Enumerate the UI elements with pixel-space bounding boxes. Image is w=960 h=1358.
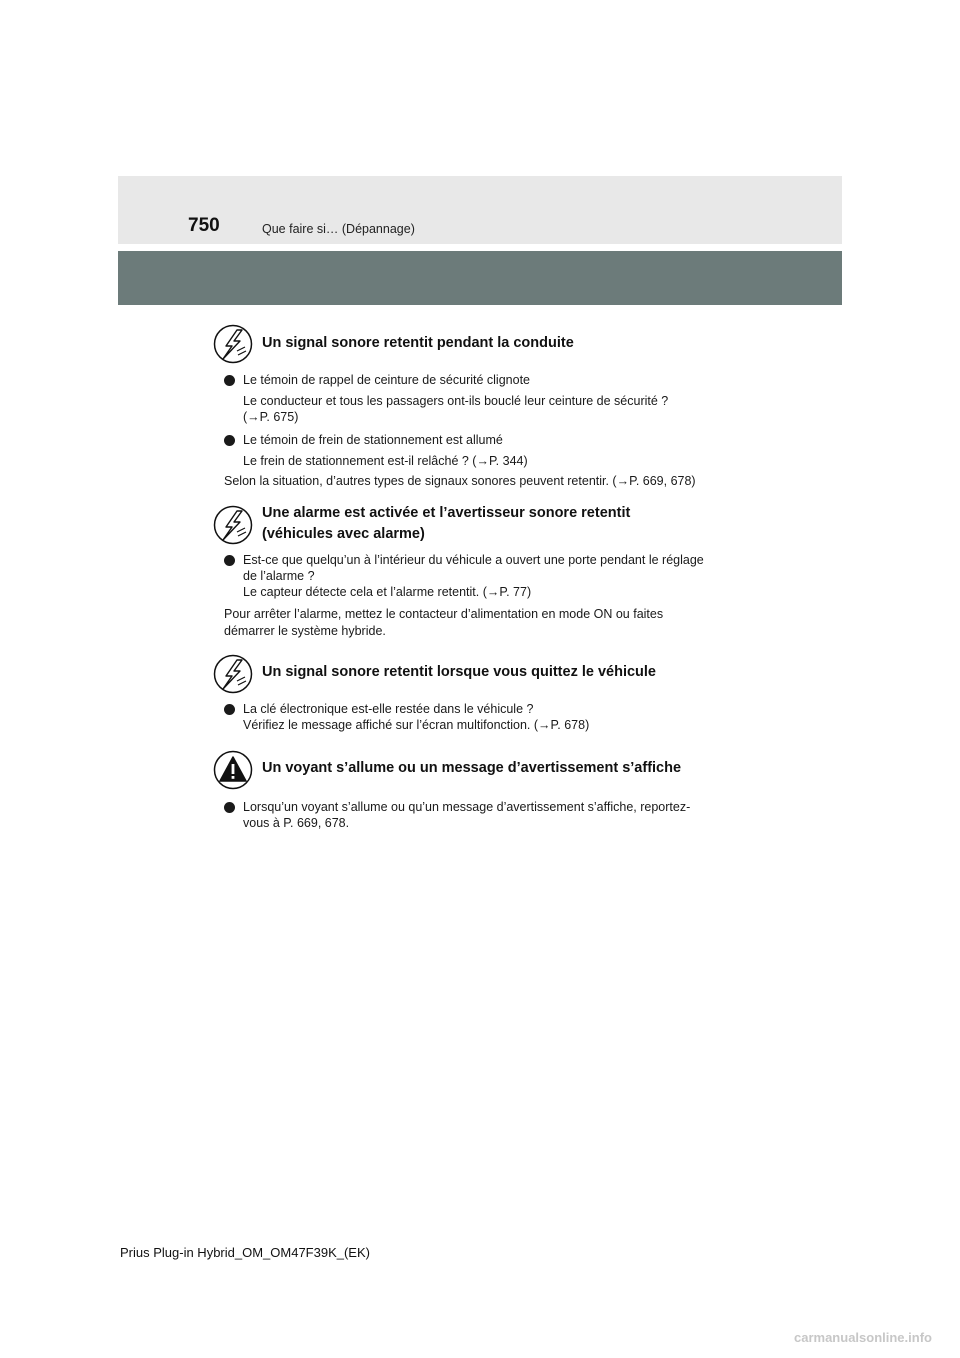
bullet-marker — [224, 435, 235, 446]
bullet-marker — [224, 375, 235, 386]
warning-triangle-icon — [213, 750, 253, 790]
section-heading-voyant: Un voyant s’allume ou un message d’avertissement s’affiche — [262, 760, 682, 776]
lightning-icon — [213, 324, 253, 364]
section-note: Pour arrêter l’alarme, mettez le contacteur d’alimentation en mode ON ou faites — [224, 607, 664, 621]
bullet-text: Est-ce que quelqu’un à l’intérieur du véhicule a ouvert une porte pendant le réglage — [243, 553, 704, 567]
section-heading-quitter: Un signal sonore retentit lorsque vous quittez le véhicule — [262, 664, 656, 680]
bullet-text: vous à P. 669, 678. — [243, 816, 350, 830]
page-number: 750 — [188, 215, 220, 236]
section-note: démarrer le système hybride. — [224, 624, 386, 638]
lightning-icon — [213, 654, 253, 694]
chapter-title: Que faire si… (Dépannage) — [262, 222, 415, 236]
bullet-text: Le conducteur et tous les passagers ont-ils bouclé leur ceinture de sécurité ? — [243, 394, 669, 408]
bullet-marker — [224, 704, 235, 715]
section-banner — [118, 251, 842, 305]
lightning-icon — [213, 505, 253, 545]
bullet-marker — [224, 555, 235, 566]
watermark: carmanualsonline.info — [794, 1330, 932, 1345]
bullet-marker — [224, 802, 235, 813]
section-heading-alarme: Une alarme est activée et l’avertisseur sonore retentit — [262, 505, 631, 521]
bullet-text: Le frein de stationnement est-il relâché ? (→P. 344) — [243, 454, 528, 468]
bullet-text: Vérifiez le message affiché sur l’écran multifonction. (→P. 678) — [243, 718, 590, 732]
section-heading-alarme-sub: (véhicules avec alarme) — [262, 526, 425, 542]
header-band — [118, 176, 842, 244]
bullet-text: (→P. 675) — [243, 410, 299, 424]
bullet-text: La clé électronique est-elle restée dans le véhicule ? — [243, 702, 534, 716]
bullet-title: Le témoin de frein de stationnement est allumé — [243, 433, 503, 447]
bullet-text: Lorsqu’un voyant s’allume ou qu’un message d’avertissement s’affiche, reportez- — [243, 800, 691, 814]
section-note: Selon la situation, d’autres types de signaux sonores peuvent retentir. (→P. 669, 678) — [224, 474, 696, 488]
section-heading-conduite: Un signal sonore retentit pendant la conduite — [262, 335, 574, 351]
bullet-text: Le capteur détecte cela et l’alarme retentit. (→P. 77) — [243, 585, 532, 599]
bullet-text: de l’alarme ? — [243, 569, 315, 583]
document-id: Prius Plug-in Hybrid_OM_OM47F39K_(EK) — [120, 1245, 370, 1260]
bullet-title: Le témoin de rappel de ceinture de sécurité clignote — [243, 373, 530, 387]
